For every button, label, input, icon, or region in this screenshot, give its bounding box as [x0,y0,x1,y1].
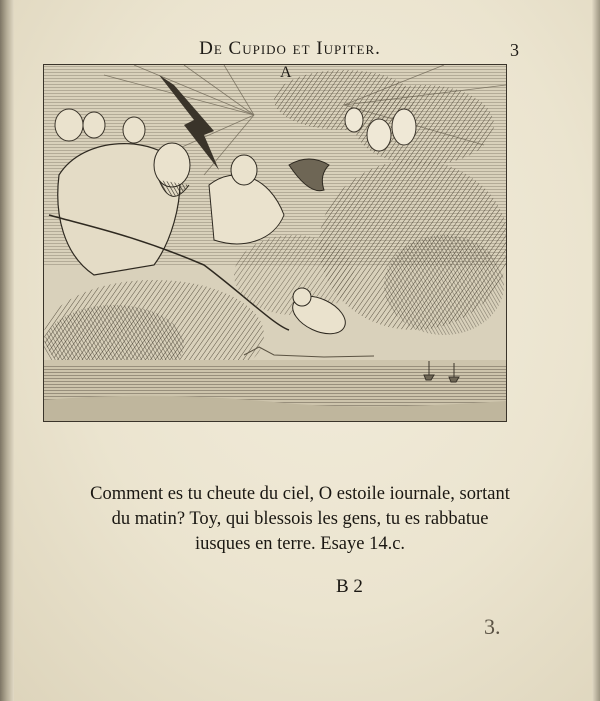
caption-line: du matin? Toy, qui blessois les gens, tu es rabbatue [111,509,489,529]
page-number: 3 [510,40,519,60]
caption-text [60,482,540,557]
plate-letter: A [280,64,292,81]
caption-line: Comment es tu cheute du ciel, O estoile iournale, sortant [90,484,510,504]
engraving-plate [43,64,507,422]
engraving-illustration [44,65,506,421]
margin-mark: 3. [484,614,501,639]
page-gutter [0,0,14,701]
running-head: De Cupido et Iupiter. [199,38,381,59]
page-edge [592,0,600,701]
signature-mark: B 2 [336,576,363,597]
caption-line: iusques en terre. Esaye 14.c. [194,534,406,554]
